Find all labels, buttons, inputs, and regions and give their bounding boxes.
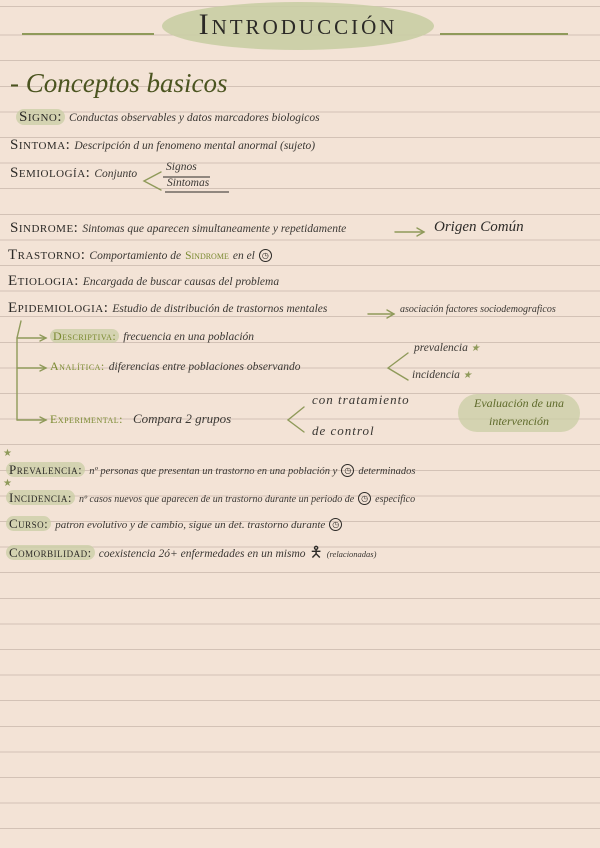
entry-trastorno — [8, 246, 272, 264]
label-experimental: Experimental: — [50, 412, 123, 426]
clock-icon: ◷ — [341, 464, 354, 477]
def-incidencia-a: nº casos nuevos que aparecen de un trastorno durante un periodo de — [78, 494, 355, 505]
entry-comorbilidad — [6, 542, 376, 567]
entry-curso — [6, 515, 342, 533]
def-prevalencia-b: determinados — [358, 466, 416, 477]
star-icon: ★ — [470, 343, 480, 354]
label-analitica: Analítica: — [50, 359, 105, 373]
clock-icon: ◷ — [358, 492, 371, 505]
term-curso: Curso: — [6, 516, 51, 531]
term-trastorno: Trastorno: — [8, 247, 86, 263]
term-epidemiologia: Epidemiologia: — [8, 300, 109, 316]
entry-semiologia — [10, 164, 137, 182]
label-descriptiva: Descriptiva: — [50, 329, 119, 343]
star-icon: ★ — [3, 448, 12, 459]
def-prevalencia-a: nº personas que presentan un trastorno en una población y — [89, 466, 338, 477]
entry-incidencia — [6, 489, 415, 507]
def-incidencia-b: especifico — [375, 494, 416, 505]
semiologia-branch-sintomas: Sintomas — [167, 177, 210, 189]
def-comorbilidad-note: (relacionadas) — [326, 549, 377, 559]
def-semiologia: Conjunto — [94, 168, 138, 180]
star-icon: ★ — [3, 478, 12, 489]
clock-icon: ◷ — [329, 518, 342, 531]
term-prevalencia: Prevalencia: — [6, 462, 85, 477]
def-analitica: diferencias entre poblaciones observando — [108, 361, 301, 373]
term-incidencia: Incidencia: — [6, 490, 75, 505]
def-curso: patron evolutivo y de cambio, sigue un det. trastorno durante — [55, 519, 326, 531]
def-descriptiva: frecuencia en una población — [123, 331, 255, 343]
experimental-note: Evaluación de una intervención — [458, 394, 580, 432]
def-experimental: Compara 2 grupos — [132, 411, 232, 426]
semiologia-branch-signos: Signos — [166, 161, 197, 173]
def-trastorno-a: Comportamiento de — [89, 250, 182, 262]
semiologia-bracket — [144, 172, 161, 190]
page-title: Introducción — [198, 8, 398, 41]
epidemiologia-tree — [17, 321, 21, 420]
def-sindrome: Sintomas que aparecen simultaneamente y repetidamente — [82, 223, 347, 235]
term-sindrome: Sindrome: — [10, 220, 79, 236]
term-sintoma: Sintoma: — [10, 137, 71, 153]
entry-sindrome — [10, 219, 346, 237]
def-comorbilidad: coexistencia 2ó+ enfermedades en un mismo — [98, 548, 306, 560]
term-signo: Signo: — [16, 109, 65, 125]
term-comorbilidad: Comorbilidad: — [6, 545, 95, 560]
experimental-branch-tratamiento: con tratamiento — [312, 392, 410, 407]
term-etiologia: Etiologia: — [8, 273, 79, 289]
analitica-branch-prevalencia: prevalencia ★ — [414, 342, 480, 354]
entry-epidemiologia — [8, 299, 327, 317]
section-heading: - Conceptos basicos — [10, 68, 228, 98]
sub-analitica — [50, 357, 301, 375]
person-icon: 🯅 — [309, 545, 323, 561]
sindrome-result: Origen Común — [434, 219, 524, 235]
analitica-branch-incidencia: incidencia ★ — [412, 369, 472, 381]
sub-descriptiva — [50, 327, 254, 345]
term-semiologia: Semiología: — [10, 165, 91, 181]
star-icon: ★ — [462, 370, 472, 381]
epidemiologia-result: asociación factores sociodemograficos — [400, 304, 556, 315]
def-sintoma: Descripción d un fenomeno mental anormal (sujeto) — [74, 140, 316, 152]
def-epidemiologia: Estudio de distribución de trastornos mentales — [112, 303, 328, 315]
entry-prevalencia — [6, 461, 416, 479]
entry-etiologia — [8, 272, 279, 290]
entry-sintoma — [10, 136, 315, 154]
def-trastorno-keyword: Sindrome — [185, 250, 229, 262]
def-trastorno-b: en el — [232, 250, 255, 262]
def-signo: Conductas observables y datos marcadores biologicos — [69, 112, 320, 124]
entry-signo — [16, 108, 320, 126]
clock-icon: ◷ — [259, 249, 272, 262]
sub-experimental — [50, 410, 231, 428]
experimental-branch-control: de control — [312, 423, 375, 438]
def-etiologia: Encargada de buscar causas del problema — [82, 276, 280, 288]
